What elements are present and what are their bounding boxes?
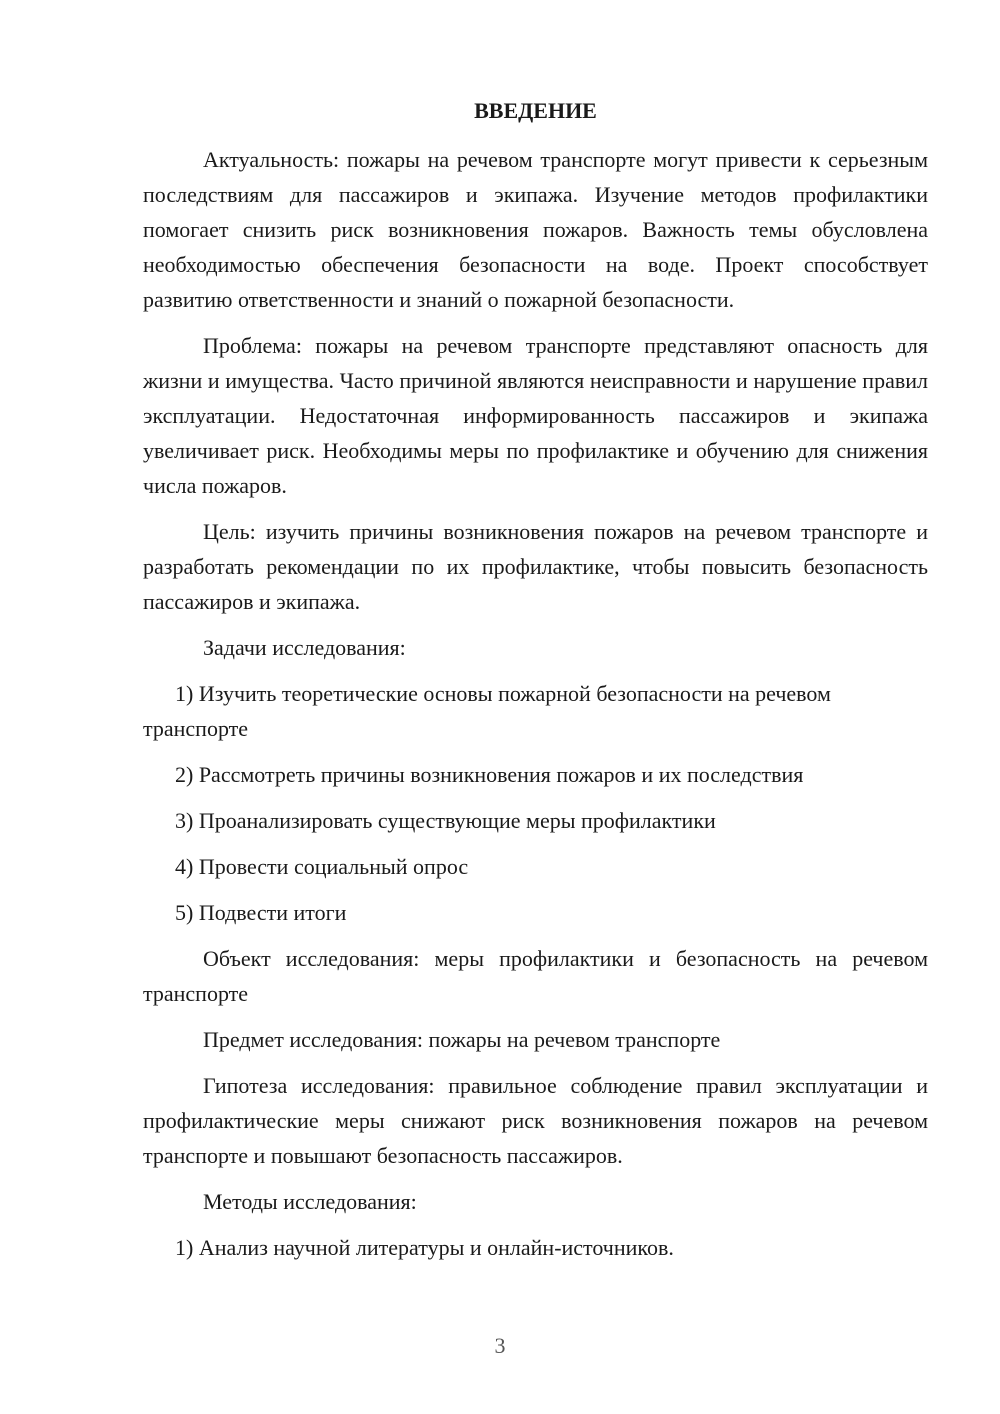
task-item-1: 1) Изучить теоретические основы пожарной безопасности на речевом транспорте (143, 681, 831, 741)
page-number: 3 (494, 1333, 506, 1358)
task-item-5: 5) Подвести итоги (175, 900, 347, 925)
goal-paragraph: Цель: изучить причины возникновения пожаров на речевом транспорте и разработать рекомендации по их профилактике, чтобы повысить безопасность пассажиров и экипажа. (143, 519, 928, 614)
relevance-paragraph: Актуальность: пожары на речевом транспорте могут привести к серьезным последствиям для пассажиров и экипажа. Изучение методов профилактики помогает снизить риск возникновения пожаров. Важность темы обусловлена необходимостью обеспечения безопасности на воде. Проект способствует развитию ответственности и знаний о пожарной безопасности. (143, 147, 928, 312)
subject-paragraph: Предмет исследования: пожары на речевом транспорте (203, 1027, 721, 1052)
section-heading: ВВЕДЕНИЕ (474, 98, 597, 123)
task-item-2: 2) Рассмотреть причины возникновения пожаров и их последствия (175, 762, 804, 787)
methods-title: Методы исследования: (203, 1189, 417, 1214)
tasks-title: Задачи исследования: (203, 635, 406, 660)
hypothesis-paragraph: Гипотеза исследования: правильное соблюдение правил эксплуатации и профилактические меры снижают риск возникновения пожаров на речевом транспорте и повышают безопасность пассажиров. (143, 1073, 928, 1168)
method-item-1: 1) Анализ научной литературы и онлайн-источников. (175, 1235, 674, 1260)
object-paragraph: Объект исследования: меры профилактики и безопасность на речевом транспорте (143, 946, 928, 1006)
task-item-4: 4) Провести социальный опрос (175, 854, 469, 879)
task-item-3: 3) Проанализировать существующие меры профилактики (175, 808, 716, 833)
document-page (143, 96, 928, 1276)
problem-paragraph: Проблема: пожары на речевом транспорте представляют опасность для жизни и имущества. Часто причиной являются неисправности и нарушение правил эксплуатации. Недостаточная информированность пассажиров и экипажа увеличивает риск. Необходимы меры по профилактике и обучению для снижения числа пожаров. (143, 333, 928, 498)
